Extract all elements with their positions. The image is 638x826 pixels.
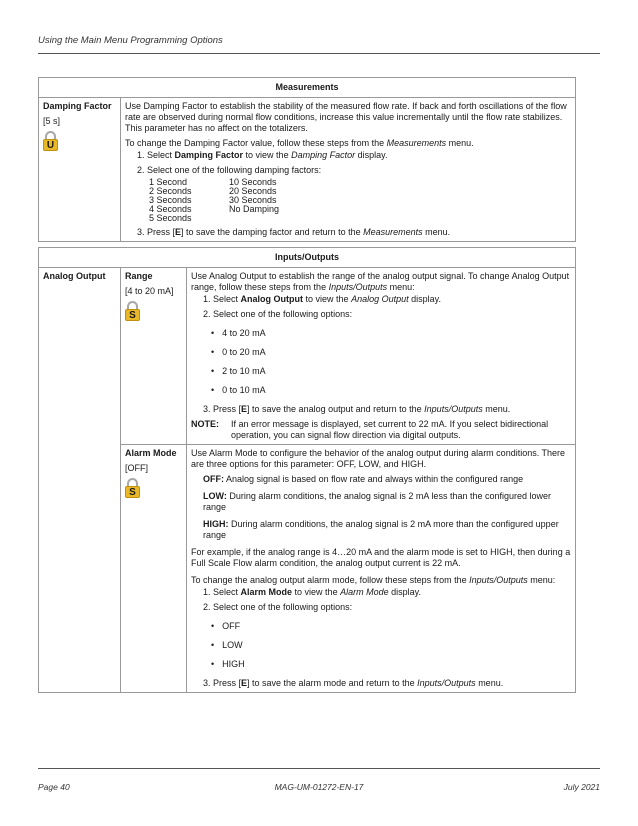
range-cell <box>121 268 187 445</box>
list-item: • 4 to 20 mA <box>191 328 571 339</box>
list-item: • HIGH <box>191 659 571 670</box>
damping-intro: Use Damping Factor to establish the stability of the measured flow rate. If back and forth oscillations of the flow rate are observed during normal flow conditions, increase this value incrementally until the flow rate stabilizes. This parameter has no affect on the totalizers. <box>125 101 567 133</box>
list-item: • 0 to 20 mA <box>191 347 571 358</box>
page-number: Page 40 <box>38 782 70 792</box>
list-item: • LOW <box>191 640 571 651</box>
damping-options-col1: 1 Second 2 Seconds 3 Seconds 4 Seconds 5 Seconds <box>149 177 192 223</box>
alarm-step-2: 2. Select one of the following options: <box>203 602 353 612</box>
list-item: • 2 to 10 mA <box>191 366 571 377</box>
alarm-off: OFF: Analog signal is based on flow rate and always within the configured range <box>203 474 524 484</box>
measurements-table <box>38 77 576 242</box>
inputs-outputs-heading: Inputs/Outputs <box>39 248 576 268</box>
damping-change: To change the Damping Factor value, follow these steps from the Measurements menu. <box>125 138 474 148</box>
damping-factor-cell <box>39 98 121 242</box>
damping-step-1: 1. Select Damping Factor to view the Damping Factor display. <box>137 150 388 160</box>
damping-step-3: 3. Press [E] to save the damping factor and return to the Measurements menu. <box>137 227 451 237</box>
alarm-intro: Use Alarm Mode to configure the behavior of the analog output during alarm conditions. There are three options for this parameter: OFF, LOW, and HIGH. <box>191 448 566 469</box>
alarm-high: HIGH: During alarm conditions, the analog signal is 2 mA more than the configured upper range <box>203 519 559 540</box>
lock-icon: S <box>125 301 140 321</box>
footer-rule <box>38 768 600 769</box>
range-note: NOTE: If an error message is displayed, set current to 22 mA. If you select bidirectional operation, you can signal flow direction via digital outputs. <box>191 419 549 440</box>
alarm-mode-default: [OFF] <box>125 463 148 473</box>
lock-icon: U <box>43 131 58 151</box>
alarm-low: LOW: During alarm conditions, the analog signal is 2 mA less than the configured lower range <box>203 491 552 512</box>
range-intro: Use Analog Output to establish the range of the analog output signal. To change Analog Output range, follow these steps from the Inputs/Outputs menu: <box>191 271 570 292</box>
damping-factor-label: Damping Factor <box>43 101 112 111</box>
alarm-step-3: 3. Press [E] to save the alarm mode and return to the Inputs/Outputs menu. <box>203 678 504 688</box>
alarm-mode-description <box>187 445 576 693</box>
alarm-mode-label: Alarm Mode <box>125 448 177 458</box>
damping-factor-default: [5 s] <box>43 116 61 126</box>
alarm-change: To change the analog output alarm mode, follow these steps from the Inputs/Outputs menu: <box>191 575 556 585</box>
lock-icon: S <box>125 478 140 498</box>
damping-options-col2: 10 Seconds 20 Seconds 30 Seconds No Damping <box>229 177 280 214</box>
document-id: MAG-UM-01272-EN-17 <box>274 782 364 792</box>
inputs-outputs-table <box>38 247 576 693</box>
range-default: [4 to 20 mA] <box>125 286 174 296</box>
analog-output-cell <box>39 268 121 693</box>
analog-output-label: Analog Output <box>43 271 106 281</box>
range-description <box>187 268 576 445</box>
damping-factor-description <box>121 98 576 242</box>
page-header: Using the Main Menu Programming Options <box>38 35 223 46</box>
document-date: July 2021 <box>563 782 600 792</box>
damping-step-2: 2. Select one of the following damping factors: <box>137 165 322 175</box>
alarm-example: For example, if the analog range is 4…20 mA and the alarm mode is set to HIGH, then during a Full Scale Flow alarm condition, the analog output current is 22 mA. <box>191 547 571 568</box>
range-step-2: 2. Select one of the following options: <box>203 309 353 319</box>
range-step-3: 3. Press [E] to save the analog output and return to the Inputs/Outputs menu. <box>203 404 511 414</box>
header-rule <box>38 53 600 54</box>
damping-options <box>125 178 571 223</box>
list-item: • 0 to 10 mA <box>191 385 571 396</box>
alarm-step-1: 1. Select Alarm Mode to view the Alarm Mode display. <box>203 587 421 597</box>
range-step-1: 1. Select Analog Output to view the Analog Output display. <box>203 294 441 304</box>
alarm-mode-cell <box>121 445 187 693</box>
range-label: Range <box>125 271 153 281</box>
list-item: • OFF <box>191 621 571 632</box>
measurements-heading: Measurements <box>39 78 576 98</box>
